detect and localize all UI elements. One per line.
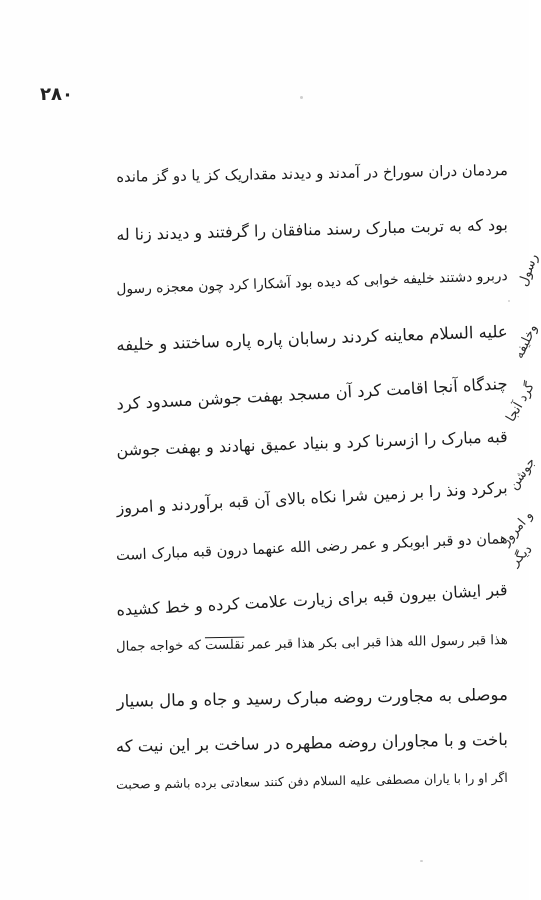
margin-note: دیگر [508, 542, 536, 570]
margin-note: رسول [515, 252, 541, 289]
manuscript-line: باخت و با مجاوران روضه مطهره در ساخت بر این نیت که [115, 730, 508, 756]
manuscript-line: قبه مبارک را ازسرنا کرد و بنیاد عمیق نهادند و بهفت جوشن [116, 427, 508, 460]
margin-note: گرد آنجا [503, 380, 538, 425]
margin-note: و امروز [498, 508, 537, 549]
manuscript-line: همان دو قبر ابوبکر و عمر رضی الله عنهما درون قبه مبارک است [115, 530, 508, 565]
manuscript-line: هذا قبر رسول الله هذا قبر ابی بکر هذا قبر عمر نقلست که خواجه جمال [115, 633, 508, 655]
manuscript-line: چندگاه آنجا اقامت کرد آن مسجد بهفت جوشن مسدود کرد [115, 374, 508, 414]
manuscript-line: موصلی به مجاورت روضه مبارک رسید و جاه و مال بسیار [116, 685, 508, 711]
manuscript-line: مردمان دران سوراخ در آمدند و دیدند مقداریک کز یا دو گز مانده [116, 162, 508, 186]
page-number: ۲۸۰ [40, 84, 73, 105]
manuscript-line: برکرد ونذ را بر زمین شرا نکاه بالای آن قبه برآوردند و امروز [116, 478, 508, 518]
margin-note: وخلیفه [511, 322, 541, 362]
manuscript-line: اگر او را با یاران مصطفی علیه السلام دفن کنند سعادتی برده باشم و صحبت [115, 770, 508, 792]
paper-speck [300, 96, 303, 99]
manuscript-line: دربرو دشتند خلیفه خوابی که دیده بود آشکارا کرد چون معجزه رسول [116, 268, 508, 298]
overlined-phrase: نقلست [204, 637, 245, 654]
manuscript-line: علیه السلام معاینه کردند رسابان پاره پاره ساختند و خلیفه [115, 322, 508, 355]
paper-speck [508, 300, 510, 302]
manuscript-line: قبر ایشان بیرون قبه برای زیارت علامت کرده و خط کشیده [115, 580, 508, 620]
paper-speck [420, 860, 423, 862]
margin-note: جوشن [506, 455, 540, 493]
manuscript-line: بود که به تربت مبارک رسند منافقان را گرفتند و دیدند زنا له [116, 215, 508, 245]
